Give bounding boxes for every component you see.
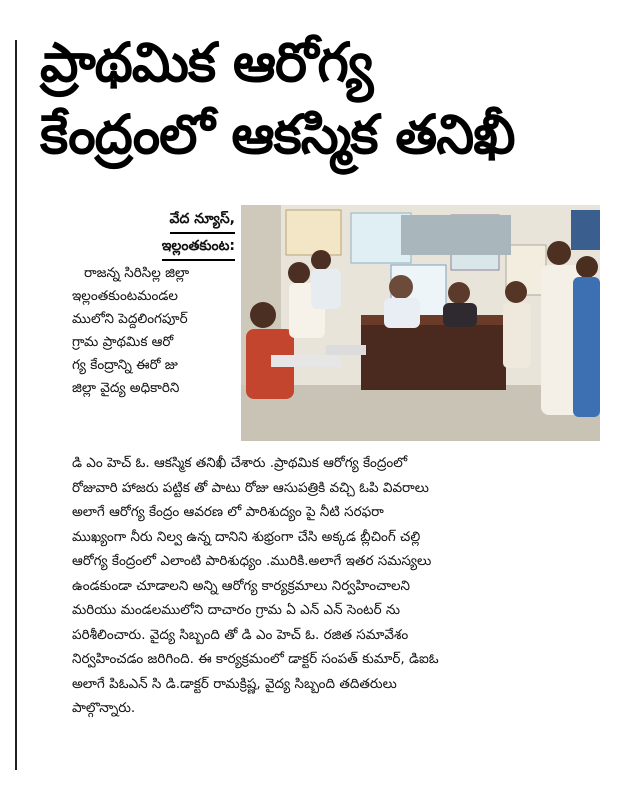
column-rule [15, 40, 17, 770]
body-line: ఉండకుండా చూడాలని అన్ని ఆరోగ్య కార్యక్రమాలు నిర్వహించాలని [72, 577, 411, 594]
article-body-wide [72, 451, 602, 721]
news-photo [241, 205, 600, 441]
body-line: ముఖ్యంగా నీరు నిల్వ ఉన్న దానిని శుభ్రంగా చేసి అక్కడ బ్లీచింగ్ చల్లి [72, 528, 421, 545]
headline [40, 28, 620, 172]
body-line: రాజన్న సిరిసిల్ల జిల్లా [84, 265, 190, 281]
body-line: రోజువారి హాజరు పట్టిక తో పాటు రోజు ఆసుపత్రికి వచ్చి ఓపి వివరాలు [72, 479, 429, 496]
body-line: పరిశీలించారు. వైద్య సిబ్బంది తో డి ఎం హెచ్ ఓ. రజిత సమావేశం [72, 626, 409, 643]
headline-line-1: ప్రాథమిక ఆరోగ్య [40, 31, 373, 94]
headline-line-2: కేంద్రంలో ఆకస్మిక తనిఖీ [40, 103, 515, 166]
body-line: పాల్గొన్నారు. [72, 700, 136, 716]
body-line: ఇల్లంతకుంటమండల [72, 288, 178, 304]
body-line: డి ఎం హెచ్ ఓ. ఆకస్మిక తనిఖీ చేశారు .ప్రాథమిక ఆరోగ్య కేంద్రంలో [72, 455, 408, 471]
body-line: మరియు మండలములోని దాచారం గ్రామ ఏ ఎన్ ఎన్ సెంటర్ ను [72, 602, 401, 618]
body-line: జిల్లా వైద్య అధికారిని [72, 380, 180, 396]
body-line: అలాగే ఆరోగ్య కేంద్రం ఆవరణ లో పారిశుద్యం పై నీటి సరఫరా [72, 504, 384, 520]
dateline [90, 207, 235, 261]
photo-illustration [241, 205, 600, 441]
body-line: అలాగే పిఓఎన్ సి డి.డాక్టర్ రామక్రిష్ణ, వైద్య సిబ్బంది తదితరులు [72, 675, 397, 692]
body-line: ఆరోగ్య కేంద్రంలో ఎలాంటి పారిశుధ్యం .మురికి.అలాగే ఇతర సమస్యలు [72, 553, 432, 569]
article-body-narrow [72, 262, 234, 400]
body-line: గ్య కేంద్రాన్ని ఈరో జు [72, 357, 178, 373]
dateline-place: ఇల్లంతకుంట: [162, 234, 235, 261]
body-line: గ్రామ ప్రాథమిక ఆరో [72, 334, 174, 350]
body-line: నిర్వహించడం జరిగింది. ఈ కార్యక్రమంలో డాక్టర్ సంపత్ కుమార్, డిఐఓ [72, 651, 439, 667]
body-line: ములోని పెద్దలింగపూర్ [72, 311, 188, 327]
dateline-source: వేద న్యూస్, [170, 207, 235, 234]
